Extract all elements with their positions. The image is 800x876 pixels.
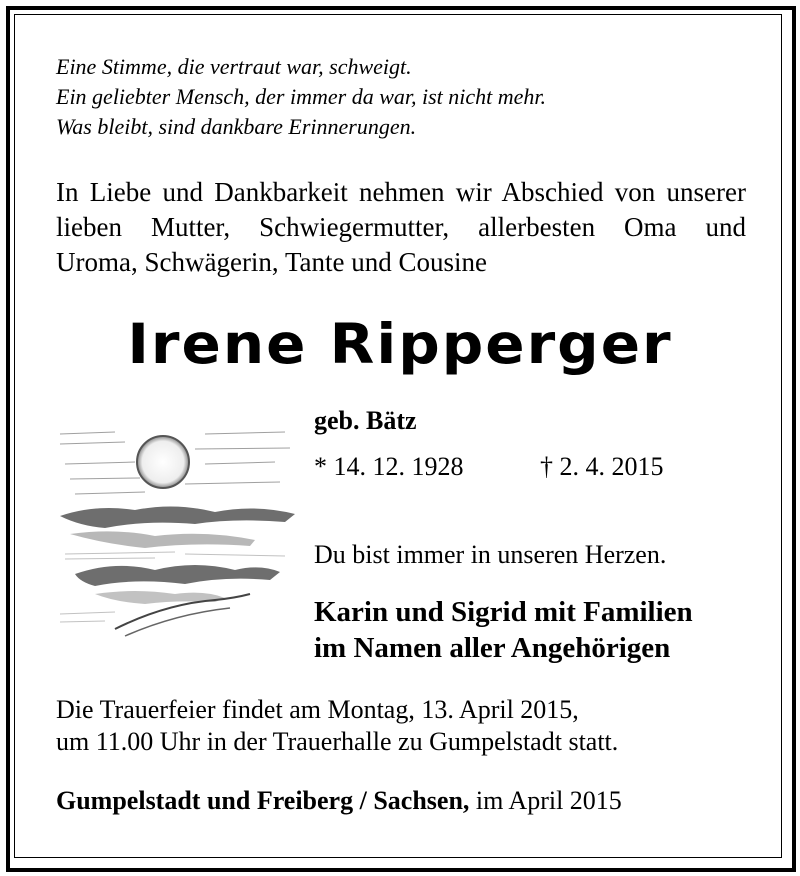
- poem-line: Ein geliebter Mensch, der immer da war, ist nicht mehr.: [56, 84, 547, 109]
- life-dates: [314, 452, 664, 482]
- poem: [56, 52, 756, 142]
- service-line: um 11.00 Uhr in der Trauerhalle zu Gumpelstadt statt.: [56, 727, 619, 756]
- family-line: im Namen aller Angehörigen: [314, 632, 671, 664]
- intro-line: lieben Mutter, Schwiegermutter, allerbesten Oma und: [56, 212, 746, 242]
- family-signature: [314, 594, 693, 666]
- deceased-name: Irene Ripperger: [127, 311, 673, 377]
- place-month: im April 2015: [469, 786, 622, 815]
- intro-line: In Liebe und Dankbarkeit nehmen wir Abschied von unserer: [56, 177, 746, 207]
- birth-name: geb. Bätz: [314, 406, 417, 435]
- poem-line: Was bleibt, sind dankbare Erinnerungen.: [56, 114, 417, 139]
- family-line: Karin und Sigrid mit Familien: [314, 596, 693, 628]
- intro-text: [56, 175, 746, 280]
- poem-line: Eine Stimme, die vertraut war, schweigt.: [56, 54, 412, 79]
- service-line: Die Trauerfeier findet am Montag, 13. April 2015,: [56, 695, 579, 724]
- place-date: [56, 786, 622, 816]
- death-date: † 2. 4. 2015: [540, 452, 664, 481]
- moon-landscape-icon: [55, 404, 300, 644]
- place-names: Gumpelstadt und Freiberg / Sachsen,: [56, 786, 470, 815]
- intro-line: Uroma, Schwägerin, Tante und Cousine: [56, 247, 488, 277]
- motto: Du bist immer in unseren Herzen.: [314, 540, 667, 569]
- birth-date: * 14. 12. 1928: [314, 452, 464, 481]
- service-info: [56, 694, 618, 758]
